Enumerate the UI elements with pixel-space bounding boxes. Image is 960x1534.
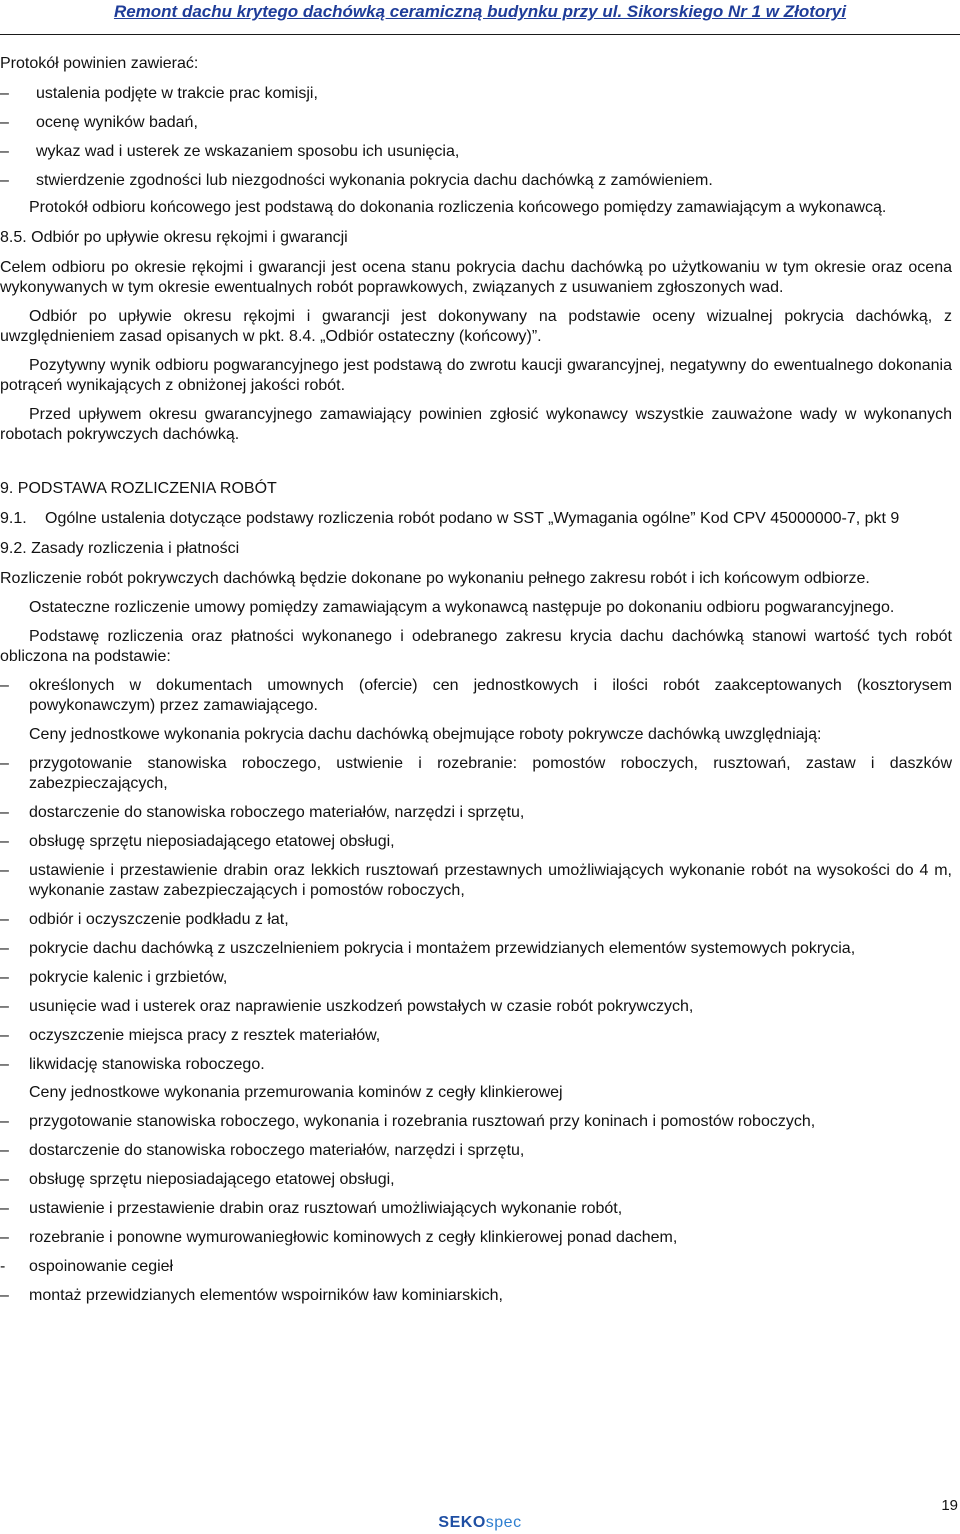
list-item xyxy=(0,676,952,716)
paragraph-9-2-3: Podstawę rozliczenia oraz płatności wykonanego i odebranego zakresu krycia dachu dachówką stanowi wartość tych robót obliczona na podstawie: xyxy=(0,628,952,665)
paragraph-8-5-4: Przed upływem okresu gwarancyjnego zamawiający powinien zgłosić wykonawcy wszystkie zauważone wady w wykonanych robotach pokrywczych dachówką. xyxy=(0,406,952,443)
list-item-text: wykaz wad i usterek ze wskazaniem sposobu ich usunięcia, xyxy=(36,143,460,160)
protokol-closing: Protokół odbioru końcowego jest podstawą do dokonania rozliczenia końcowego pomiędzy zamawiającym a wykonawcą. xyxy=(29,199,887,216)
section-heading-9: 9. PODSTAWA ROZLICZENIA ROBÓT xyxy=(0,480,277,497)
dash-bullet-icon: – xyxy=(0,969,9,986)
dash-bullet-icon: – xyxy=(0,804,9,821)
list-item xyxy=(0,968,952,988)
dash-bullet-icon: – xyxy=(0,1113,9,1130)
list-item xyxy=(0,754,952,794)
list-item-text: określonych w dokumentach umownych (ofercie) cen jednostkowych i ilości robót zaakceptowanych (kosztorysem powykonawczym) przez zamawiającego. xyxy=(29,677,952,714)
document-body xyxy=(0,54,952,1315)
list-item xyxy=(0,1228,952,1248)
list-item-text: ospoinowanie cegieł xyxy=(29,1258,174,1275)
dash-bullet-icon: – xyxy=(0,911,9,928)
logo-text-seko: SEKO xyxy=(438,1514,486,1531)
list-item xyxy=(0,113,952,133)
list-item-text: dostarczenie do stanowiska roboczego materiałów, narzędzi i sprzętu, xyxy=(29,1142,525,1159)
list-item xyxy=(0,1199,952,1219)
list-item-text: rozebranie i ponowne wymurowaniegłowic kominowych z cegły klinkierowej ponad dachem, xyxy=(29,1229,678,1246)
list-item xyxy=(0,171,952,191)
paragraph-9-2-1: Rozliczenie robót pokrywczych dachówką będzie dokonane po wykonaniu pełnego zakresu robót i ich końcowym odbiorze. xyxy=(0,570,870,587)
list-item xyxy=(0,1286,952,1306)
paragraph-9-2-4: Ceny jednostkowe wykonania pokrycia dachu dachówką obejmujące roboty pokrywcze dachówką uwzględniają: xyxy=(29,726,822,743)
paragraph-8-5-3: Pozytywny wynik odbioru pogwarancyjnego jest podstawą do zwrotu kaucji gwarancyjnej, negatywny do ewentualnego dokonania potrąceń wynikających z obniżonej jakości robót. xyxy=(0,357,952,394)
dash-bullet-icon: – xyxy=(0,1200,9,1217)
list-item-text: odbiór i oczyszczenie podkładu z łat, xyxy=(29,911,289,928)
dash-bullet-icon: – xyxy=(0,1056,9,1073)
list-item xyxy=(0,939,952,959)
list-item-text: pokrycie kalenic i grzbietów, xyxy=(29,969,228,986)
company-logo xyxy=(0,1514,960,1532)
protokol-intro: Protokół powinien zawierać: xyxy=(0,55,199,72)
list-item-text: ustalenia podjęte w trakcie prac komisji, xyxy=(36,85,318,102)
dash-bullet-icon: – xyxy=(0,1287,9,1304)
protokol-list xyxy=(0,84,952,191)
list-item xyxy=(0,1141,952,1161)
dash-bullet-icon: – xyxy=(0,1027,9,1044)
list-item-text: obsługę sprzętu nieposiadającego etatowej obsługi, xyxy=(29,833,395,850)
dash-bullet-icon: – xyxy=(0,998,9,1015)
list-item-text: przygotowanie stanowiska roboczego, ustwienie i rozebranie: pomostów roboczych, rusztowań, zastaw i daszków zabezpieczających, xyxy=(29,755,952,792)
dash-bullet-icon: – xyxy=(0,1229,9,1246)
list-item xyxy=(0,1112,952,1132)
dash-bullet-icon: – xyxy=(0,172,9,189)
paragraph-8-5-2: Odbiór po upływie okresu rękojmi i gwarancji jest dokonywany na podstawie oceny wizualnej pokrycia dachówką, z uwzględnieniem zasad opisanych w pkt. 8.4. „Odbiór ostateczny (końcowy)”. xyxy=(0,308,952,345)
list-item-text: przygotowanie stanowiska roboczego, wykonania i rozebrania rusztowań przy koninach i pomostów roboczych, xyxy=(29,1113,816,1130)
page-header xyxy=(0,0,960,35)
dash-bullet-icon: – xyxy=(0,114,9,131)
list-item-text: oczyszczenie miejsca pracy z resztek materiałów, xyxy=(29,1027,381,1044)
subsection-9-1-text: Ogólne ustalenia dotyczące podstawy rozliczenia robót podano w SST „Wymagania ogólne” Kod CPV 45000000-7, pkt 9 xyxy=(45,510,900,527)
logo-text-spec: spec xyxy=(485,1514,522,1531)
list-item xyxy=(0,1257,952,1277)
subsection-heading-9-2: 9.2. Zasady rozliczenia i płatności xyxy=(0,540,240,557)
dash-bullet-icon: - xyxy=(0,1258,6,1275)
paragraph-8-5-1: Celem odbioru po okresie rękojmi i gwarancji jest ocena stanu pokrycia dachu dachówką po użytkowaniu w tym okresie oraz ocena wykonywanych w tym okresie ewentualnych robót poprawkowych, związanych z usuwaniem zgłoszonych wad. xyxy=(0,259,952,296)
list-item xyxy=(0,1026,952,1046)
list-item-text: ustawienie i przestawienie drabin oraz rusztowań umożliwiających wykonanie robót, xyxy=(29,1200,623,1217)
subsection-9-1 xyxy=(0,509,952,529)
list-item xyxy=(0,1170,952,1190)
list-item xyxy=(0,142,952,162)
dash-bullet-icon: – xyxy=(0,862,9,879)
page-number: 19 xyxy=(941,1497,958,1514)
dash-bullet-icon: – xyxy=(0,85,9,102)
basis-list xyxy=(0,676,952,716)
list-item-text: pokrycie dachu dachówką z uszczelnieniem pokrycia i montażem przewidzianych elementów systemowych pokrycia, xyxy=(29,940,856,957)
paragraph-9-2-2: Ostateczne rozliczenie umowy pomiędzy zamawiającym a wykonawcą następuje po dokonaniu odbioru pogwarancyjnego. xyxy=(29,599,895,616)
list-item-text: ocenę wyników badań, xyxy=(36,114,198,131)
dash-bullet-icon: – xyxy=(0,1142,9,1159)
list-item-text: obsługę sprzętu nieposiadającego etatowej obsługi, xyxy=(29,1171,395,1188)
list-item xyxy=(0,1055,952,1075)
list-item-text: stwierdzenie zgodności lub niezgodności wykonania pokrycia dachu dachówką z zamówieniem. xyxy=(36,172,713,189)
dash-bullet-icon: – xyxy=(0,1171,9,1188)
subsection-9-1-number: 9.1. xyxy=(0,510,27,527)
list-item xyxy=(0,832,952,852)
paragraph-9-2-5: Ceny jednostkowe wykonania przemurowania kominów z cegły klinkierowej xyxy=(29,1084,563,1101)
list-item xyxy=(0,910,952,930)
list-item-text: montaż przewidzianych elementów wspoirników ław kominiarskich, xyxy=(29,1287,503,1304)
list-item xyxy=(0,997,952,1017)
list-item-text: likwidację stanowiska roboczego. xyxy=(29,1056,265,1073)
list-item xyxy=(0,84,952,104)
list-item xyxy=(0,861,952,901)
dash-bullet-icon: – xyxy=(0,833,9,850)
list-item-text: usunięcie wad i usterek oraz naprawienie uszkodzeń powstałych w czasie robót pokrywczych, xyxy=(29,998,694,1015)
dash-bullet-icon: – xyxy=(0,143,9,160)
section-heading-8-5: 8.5. Odbiór po upływie okresu rękojmi i gwarancji xyxy=(0,229,348,246)
dash-bullet-icon: – xyxy=(0,677,9,694)
chimney-cost-list xyxy=(0,1112,952,1306)
list-item xyxy=(0,803,952,823)
dash-bullet-icon: – xyxy=(0,940,9,957)
unit-cost-list xyxy=(0,754,952,1075)
list-item-text: dostarczenie do stanowiska roboczego materiałów, narzędzi i sprzętu, xyxy=(29,804,525,821)
document-title: Remont dachu krytego dachówką ceramiczną budynku przy ul. Sikorskiego Nr 1 w Złotoryi xyxy=(113,2,847,21)
dash-bullet-icon: – xyxy=(0,755,9,772)
list-item-text: ustawienie i przestawienie drabin oraz lekkich rusztowań przestawnych umożliwiających wykonanie robót na wysokości do 4 m, wykonanie zastaw zabezpieczających i pomostów roboczych, xyxy=(29,862,952,899)
